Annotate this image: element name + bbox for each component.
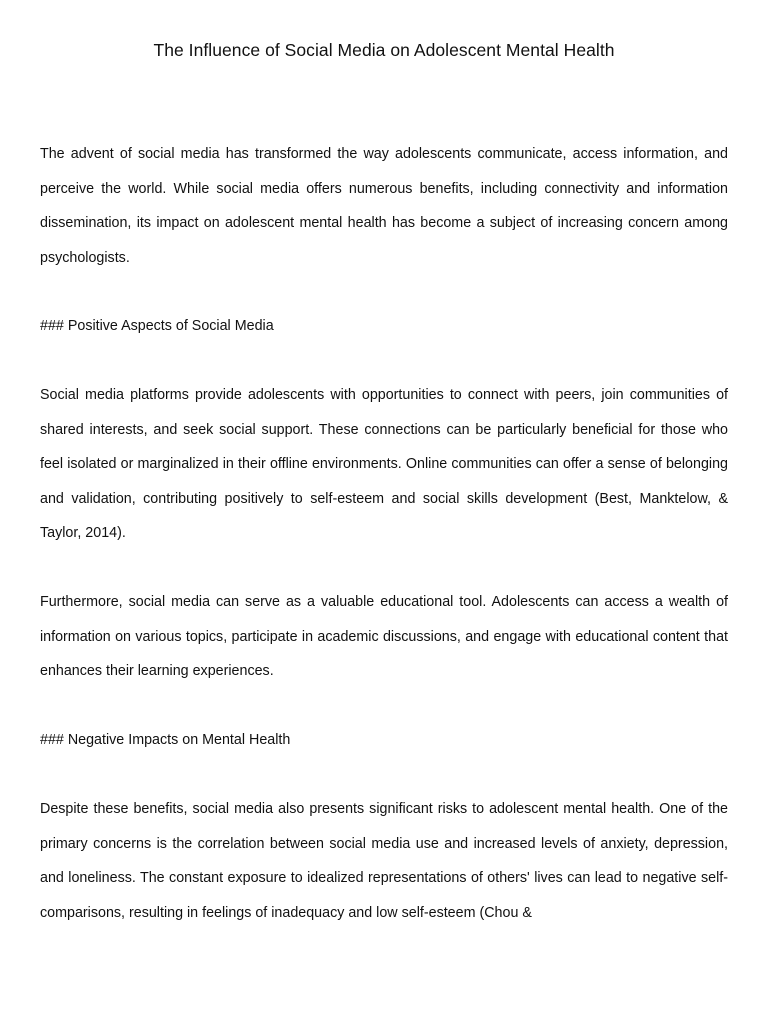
document-title: The Influence of Social Media on Adolescent Mental Health xyxy=(153,40,615,60)
negative-impacts-paragraph-1: Despite these benefits, social media also presents significant risks to adolescent mental health. One of the primary concerns is the correlation between social media use and increased levels of anxiety, depression, and loneliness. The constant exposure to idealized representations of others' lives can lead to negative self-comparisons, resulting in feelings of inadequacy and low self-esteem (Chou & xyxy=(40,801,728,921)
positive-aspects-paragraph-1: Social media platforms provide adolescents with opportunities to connect with peers, join communities of shared interests, and seek social support. These connections can be particularly beneficial for those who feel isolated or marginalized in their offline environments. Online communities can offer a sense of belonging and validation, contributing positively to self-esteem and social skills development (Best, Manktelow, & Taylor, 2014). xyxy=(40,387,728,541)
positive-aspects-paragraph-2: Furthermore, social media can serve as a valuable educational tool. Adolescents can access a wealth of information on various topics, participate in academic discussions, and engage with educational content that enhances their learning experiences. xyxy=(40,594,728,679)
section-heading-positive-aspects: ### Positive Aspects of Social Media xyxy=(40,318,274,334)
section-heading-negative-impacts: ### Negative Impacts on Mental Health xyxy=(40,732,291,748)
intro-paragraph: The advent of social media has transformed the way adolescents communicate, access information, and perceive the world. While social media offers numerous benefits, including connectivity and information dissemination, its impact on adolescent mental health has become a subject of increasing concern among psychologists. xyxy=(40,146,728,266)
